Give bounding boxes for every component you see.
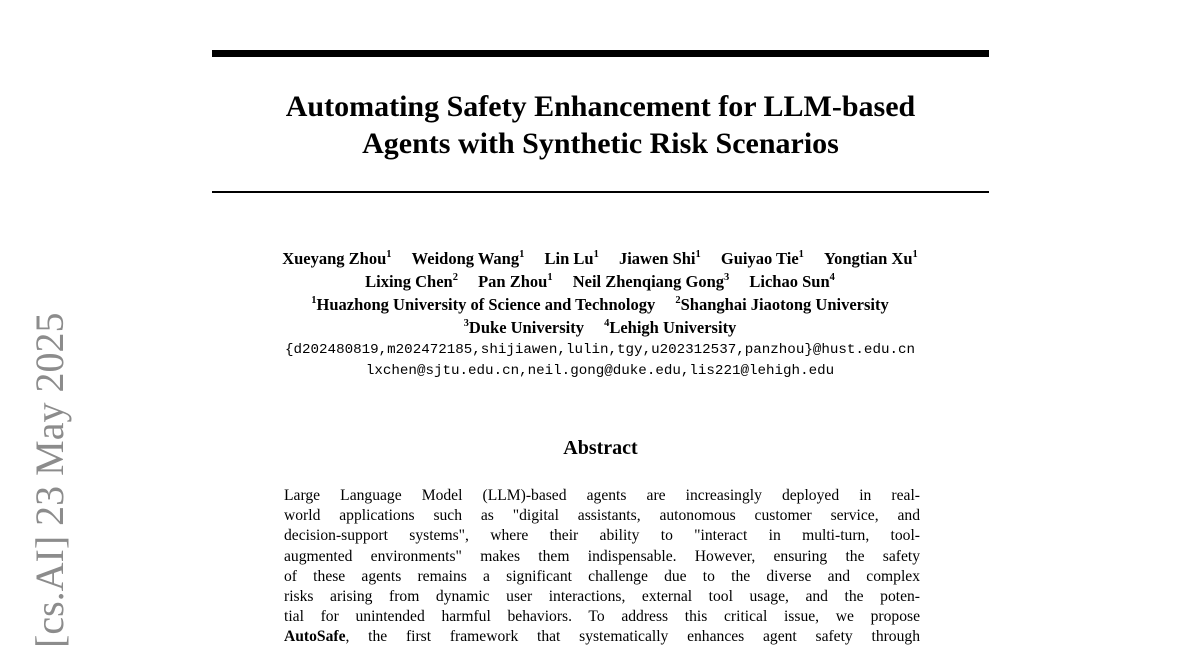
- paper-title: [212, 88, 989, 162]
- author: Xueyang Zhou$^1$: [282, 248, 392, 268]
- author: Pan Zhou$^1$: [478, 271, 553, 291]
- abstract-heading: Abstract: [563, 437, 638, 459]
- abstract-line: risks arising from dynamic user interactions, external tool usage, and the poten-: [284, 588, 920, 606]
- abstract-line: tial for unintended harmful behaviors. To address this critical issue, we propose: [284, 608, 920, 626]
- affiliation-row-2: [150, 316, 1050, 339]
- abstract-body: [284, 486, 920, 648]
- top-rule: [212, 50, 989, 57]
- title-rule: [212, 191, 989, 193]
- abstract-line: decision-support systems", where their ability to "interact in multi-turn, tool-: [284, 527, 920, 545]
- abstract-line: of these agents remains a significant challenge due to the diverse and complex: [284, 567, 920, 585]
- author: Weidong Wang$^1$: [411, 248, 525, 268]
- affiliation: $^3$Duke University: [463, 317, 584, 337]
- author: Guiyao Tie$^1$: [720, 248, 804, 268]
- affiliation: $^1$Huazhong University of Science and Technology: [311, 294, 656, 314]
- framework-name: AutoSafe: [284, 628, 346, 646]
- author: Lin Lu$^1$: [544, 248, 599, 268]
- title-line-2: Agents with Synthetic Risk Scenarios: [362, 127, 839, 160]
- abstract-line: augmented environments" makes them indispensable. However, ensuring the safety: [284, 547, 920, 565]
- author-row-1: [150, 247, 1050, 270]
- email-line-1: {d202480819,m202472185,shijiawen,lulin,tgy,u202312537,panzhou}@hust.edu.cn: [284, 342, 916, 358]
- author: Yongtian Xu$^1$: [824, 248, 918, 268]
- affiliation: $^4$Lehigh University: [604, 317, 737, 337]
- email-block: [150, 340, 1050, 382]
- author-block: [150, 247, 1050, 339]
- author: Jiawen Shi$^1$: [618, 248, 701, 268]
- abstract-line: AutoSafe, the first framework that systematically enhances agent safety through: [284, 628, 920, 646]
- affiliation-row-1: [150, 293, 1050, 316]
- author: Lichao Sun$^4$: [749, 271, 835, 291]
- arxiv-stamp: [cs.AI] 23 May 2025: [27, 312, 72, 648]
- abstract-line: world applications such as "digital assistants, autonomous customer service, and: [284, 507, 920, 525]
- email-line-2: lxchen@sjtu.edu.cn,neil.gong@duke.edu,lis221@lehigh.edu: [365, 363, 835, 379]
- author: Neil Zhenqiang Gong$^3$: [572, 271, 730, 291]
- title-line-1: Automating Safety Enhancement for LLM-based: [285, 90, 916, 123]
- affiliation: $^2$Shanghai Jiaotong University: [675, 294, 889, 314]
- abstract-line: Large Language Model (LLM)-based agents are increasingly deployed in real-: [284, 487, 920, 504]
- author: Lixing Chen$^2$: [365, 271, 458, 291]
- author-row-2: [150, 270, 1050, 293]
